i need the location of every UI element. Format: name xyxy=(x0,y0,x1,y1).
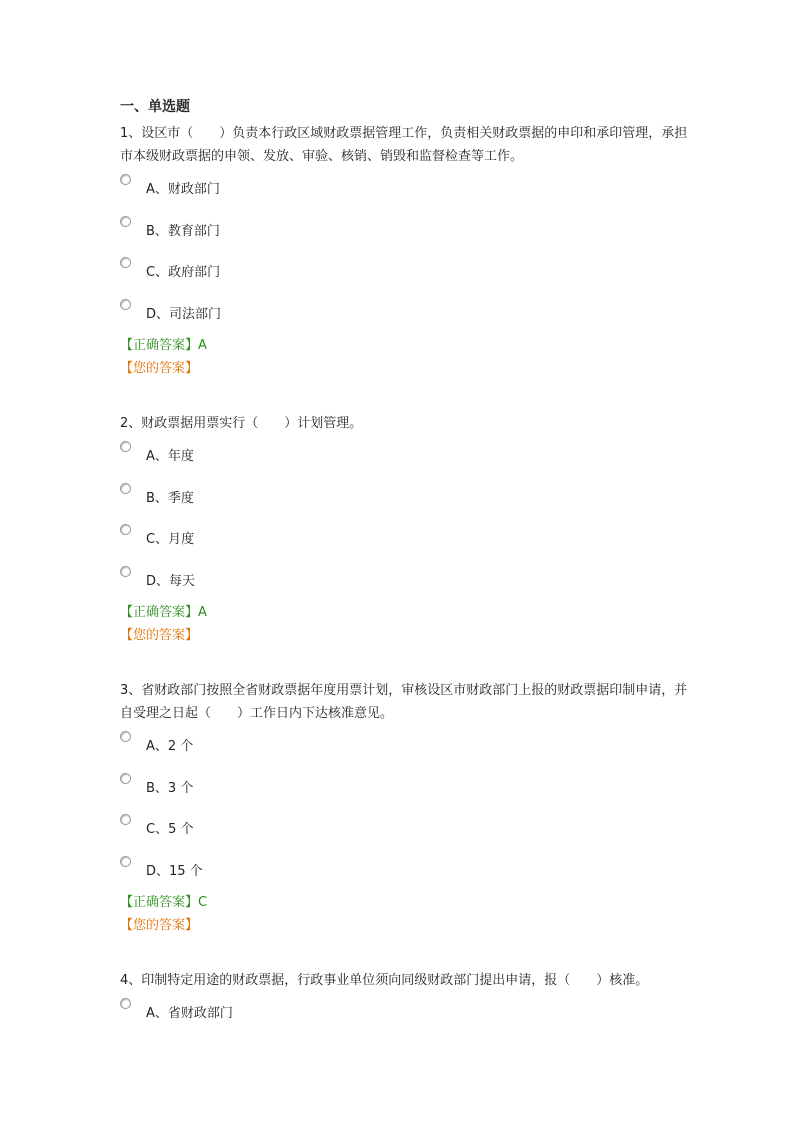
radio-button[interactable] xyxy=(120,731,131,742)
question-stem: 4、印制特定用途的财政票据，行政事业单位须向同级财政部门提出申请，报（ ）核准。 xyxy=(120,973,649,988)
correct-answer-label: 【正确答案】 xyxy=(120,605,199,620)
question-stem: 3、省财政部门按照全省财政票据年度用票计划，审核设区市财政部门上报的财政票据印制申请，并自受理之日起（ ）工作日内下达核准意见。 xyxy=(120,683,688,721)
spacer xyxy=(120,941,700,969)
radio-button[interactable] xyxy=(120,566,131,577)
spacer xyxy=(120,384,700,412)
your-answer xyxy=(120,357,700,380)
your-answer-label: 【您的答案】 xyxy=(120,918,199,933)
question-1 xyxy=(120,122,700,380)
option-label: C、政府部门 xyxy=(146,265,221,280)
option-a[interactable] xyxy=(120,992,700,1034)
your-answer xyxy=(120,624,700,647)
option-d[interactable] xyxy=(120,560,700,602)
option-c[interactable] xyxy=(120,518,700,560)
option-label: A、省财政部门 xyxy=(146,1006,233,1021)
correct-answer xyxy=(120,601,700,624)
option-label: D、司法部门 xyxy=(146,306,222,322)
correct-answer-value: A xyxy=(198,338,207,353)
radio-button[interactable] xyxy=(120,174,131,185)
radio-button[interactable] xyxy=(120,814,131,825)
radio-button[interactable] xyxy=(120,998,131,1009)
option-label: A、财政部门 xyxy=(146,182,220,197)
radio-button[interactable] xyxy=(120,299,131,310)
radio-button[interactable] xyxy=(120,483,131,494)
option-label: B、教育部门 xyxy=(146,223,220,239)
option-d[interactable] xyxy=(120,850,700,892)
question-3 xyxy=(120,679,700,937)
question-2 xyxy=(120,412,700,647)
option-b[interactable] xyxy=(120,477,700,519)
option-label: D、每天 xyxy=(146,573,196,589)
your-answer xyxy=(120,914,700,937)
radio-button[interactable] xyxy=(120,216,131,227)
option-b[interactable] xyxy=(120,210,700,252)
option-label: A、2 个 xyxy=(146,739,194,754)
option-b[interactable] xyxy=(120,767,700,809)
spacer xyxy=(120,651,700,679)
correct-answer-label: 【正确答案】 xyxy=(120,895,199,910)
correct-answer-label: 【正确答案】 xyxy=(120,338,199,353)
section-title: 一、单选题 xyxy=(120,99,190,115)
option-label: B、3 个 xyxy=(146,780,194,796)
question-stem: 1、设区市（ ）负责本行政区域财政票据管理工作，负责相关财政票据的申印和承印管理，承担市本级财政票据的申领、发放、审验、核销、销毁和监督检查等工作。 xyxy=(120,126,688,164)
option-a[interactable] xyxy=(120,725,700,767)
option-label: C、月度 xyxy=(146,532,195,547)
option-d[interactable] xyxy=(120,293,700,335)
radio-button[interactable] xyxy=(120,441,131,452)
radio-button[interactable] xyxy=(120,524,131,535)
correct-answer xyxy=(120,334,700,357)
question-4 xyxy=(120,969,700,1034)
radio-button[interactable] xyxy=(120,257,131,268)
option-label: C、5 个 xyxy=(146,822,194,837)
correct-answer-value: A xyxy=(198,605,207,620)
option-a[interactable] xyxy=(120,435,700,477)
your-answer-label: 【您的答案】 xyxy=(120,361,199,376)
option-c[interactable] xyxy=(120,251,700,293)
option-label: B、季度 xyxy=(146,490,194,506)
option-a[interactable] xyxy=(120,168,700,210)
your-answer-label: 【您的答案】 xyxy=(120,628,199,643)
correct-answer xyxy=(120,891,700,914)
correct-answer-value: C xyxy=(198,895,208,910)
radio-button[interactable] xyxy=(120,773,131,784)
option-c[interactable] xyxy=(120,808,700,850)
radio-button[interactable] xyxy=(120,856,131,867)
question-stem: 2、财政票据用票实行（ ）计划管理。 xyxy=(120,416,363,431)
option-label: D、15 个 xyxy=(146,863,203,879)
exam-page xyxy=(120,96,700,1038)
option-label: A、年度 xyxy=(146,449,194,464)
